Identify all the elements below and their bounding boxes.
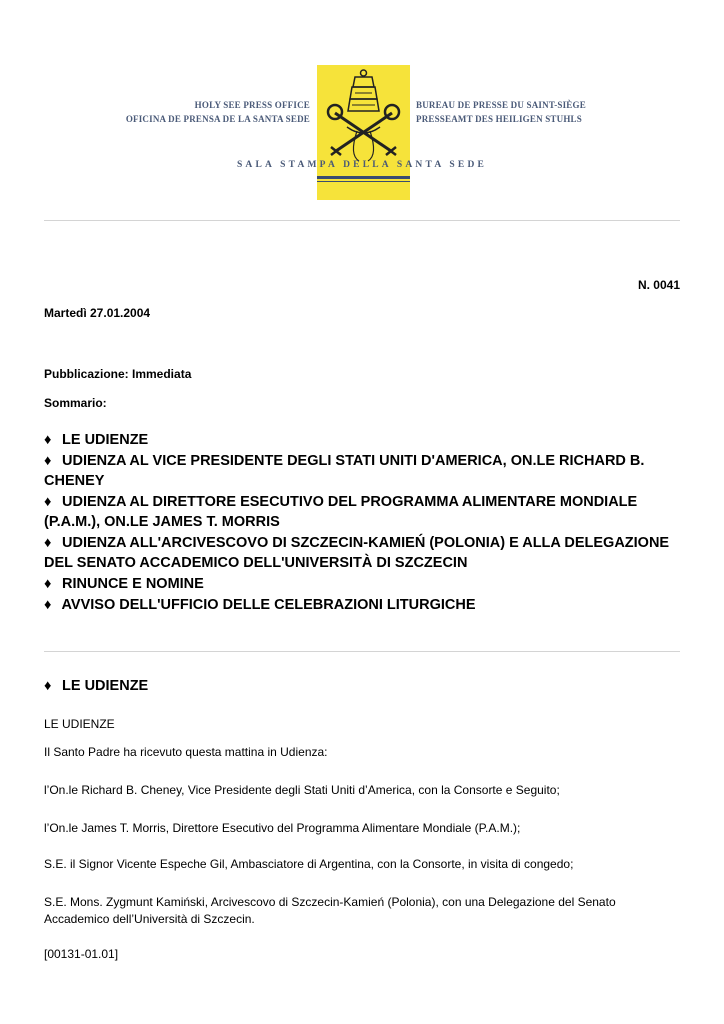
header-left-line2: OFICINA DE PRENSA DE LA SANTA SEDE — [125, 114, 310, 124]
audience-item: S.E. Mons. Zygmunt Kamiński, Arcivescovo di Szczecin-Kamień (Polonia), con una Delegazione del Senato Accademico dell’Università di Szczecin. — [44, 895, 616, 926]
audience-item: l’On.le Richard B. Cheney, Vice Presidente degli Stati Uniti d’America, con la Consorte e Seguito; — [44, 783, 560, 797]
divider-top — [44, 220, 680, 221]
summary-item[interactable]: ♦ LE UDIENZE — [44, 432, 149, 448]
header-right-line2: PRESSEAMT DES HEILIGEN STUHLS — [416, 114, 582, 124]
diamond-bullet-icon: ♦ — [44, 597, 52, 613]
summary-item[interactable]: ♦ UDIENZA ALL'ARCIVESCOVO DI SZCZECIN-KAMIEŃ (POLONIA) E ALLA DELEGAZIONE DEL SENATO ACCADEMICO DELL'UNIVERSITÀ DI SZCZECIN — [44, 535, 670, 571]
header-rule-thick — [317, 176, 410, 179]
diamond-bullet-icon: ♦ — [44, 576, 52, 592]
sala-stampa-title: SALA STAMPA DELLA SANTA SEDE — [236, 160, 488, 170]
diamond-bullet-icon: ♦ — [44, 678, 52, 694]
header-right-line1: BUREAU DE PRESSE DU SAINT-SIÈGE — [416, 100, 586, 110]
audience-item: S.E. il Signor Vicente Espeche Gil, Ambasciatore di Argentina, con la Consorte, in visita di congedo; — [44, 857, 574, 871]
header-left-line1: HOLY SEE PRESS OFFICE — [194, 100, 310, 110]
section-intro: Il Santo Padre ha ricevuto questa mattina in Udienza: — [44, 745, 328, 759]
summary-item[interactable]: ♦ AVVISO DELL'UFFICIO DELLE CELEBRAZIONI LITURGICHE — [44, 597, 476, 613]
diamond-bullet-icon: ♦ — [44, 453, 52, 469]
papal-keys-tiara-emblem-icon — [317, 65, 410, 200]
summary-label: Sommario: — [44, 396, 107, 410]
diamond-bullet-icon: ♦ — [44, 494, 52, 510]
audience-item: l’On.le James T. Morris, Direttore Esecutivo del Programma Alimentare Mondiale (P.A.M.); — [44, 821, 521, 835]
press-office-header — [0, 0, 724, 210]
summary-item[interactable]: ♦ UDIENZA AL VICE PRESIDENTE DEGLI STATI UNITI D'AMERICA, ON.LE RICHARD B. CHENEY — [44, 453, 645, 489]
divider-section — [44, 651, 680, 652]
section-subtitle: LE UDIENZE — [44, 717, 115, 731]
header-rule-thin — [317, 181, 410, 182]
diamond-bullet-icon: ♦ — [44, 535, 52, 551]
document-code: [00131-01.01] — [44, 947, 119, 961]
bulletin-date: Martedì 27.01.2004 — [44, 306, 151, 320]
section-heading: ♦ LE UDIENZE — [44, 678, 149, 694]
header-right-text — [416, 98, 586, 126]
summary-item[interactable]: ♦ UDIENZA AL DIRETTORE ESECUTIVO DEL PROGRAMMA ALIMENTARE MONDIALE (P.A.M.), ON.LE JAMES T. MORRIS — [44, 494, 638, 530]
diamond-bullet-icon: ♦ — [44, 432, 52, 448]
header-left-text — [126, 98, 310, 126]
bulletin-number: N. 0041 — [637, 278, 680, 292]
summary-item[interactable]: ♦ RINUNCE E NOMINE — [44, 576, 204, 592]
publication-status: Pubblicazione: Immediata — [44, 367, 192, 381]
summary-list — [44, 430, 680, 616]
